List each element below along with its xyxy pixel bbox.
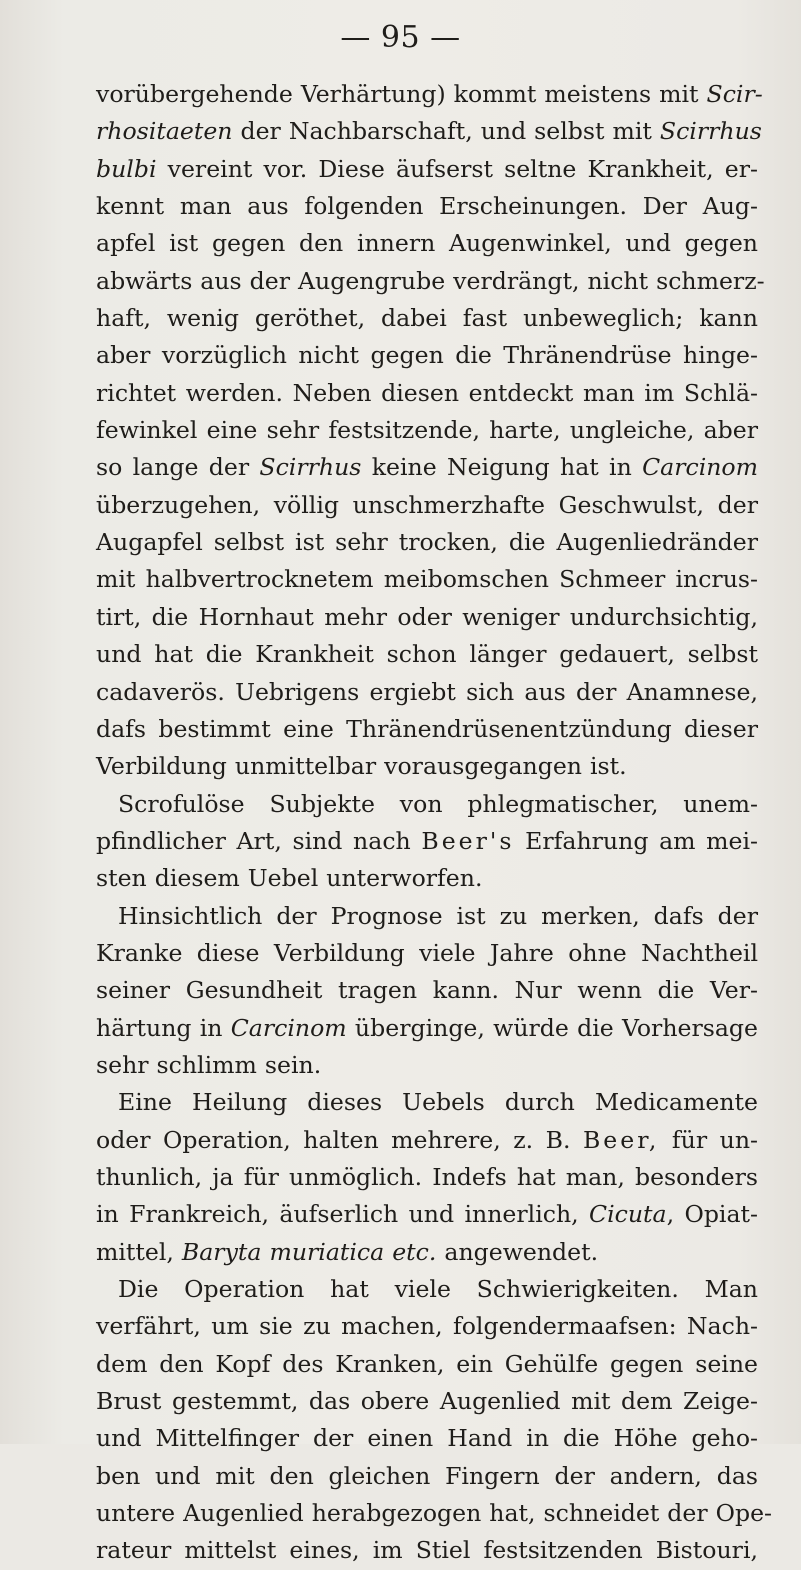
line-text: dafs bestimmt eine Thränendrüsenentzündung dieser: [96, 714, 758, 743]
line-text: angewendet.: [436, 1237, 599, 1266]
italic-term: rhositaeten: [96, 117, 233, 146]
text-line: [96, 636, 758, 673]
text-line: [96, 1047, 758, 1084]
text-line: [96, 1234, 758, 1271]
text-line: [96, 711, 758, 748]
text-line: [96, 1196, 758, 1233]
text-line: [96, 748, 758, 785]
italic-term: Scirrhus: [259, 453, 362, 482]
text-line: [96, 935, 758, 972]
italic-term: Scir-: [706, 80, 763, 108]
line-text: und hat die Krankheit schon länger gedauert, selbst: [96, 640, 758, 669]
text-line: [96, 1458, 758, 1495]
text-line: [96, 1420, 758, 1457]
text-line: [96, 1383, 758, 1420]
line-text: sten diesem Uebel unterworfen.: [96, 864, 483, 893]
spaced-name: Beer's: [421, 826, 515, 855]
line-text: dem den Kopf des Kranken, ein Gehülfe gegen seine: [96, 1349, 758, 1378]
line-text: vorübergehende Verhärtung) kommt meistens mit: [96, 80, 707, 108]
text-line: [96, 337, 758, 374]
line-text: für un-: [659, 1125, 758, 1154]
body-text: [96, 76, 773, 1570]
text-line: [96, 1532, 758, 1569]
italic-term: Baryta muriatica etc.: [181, 1237, 437, 1266]
line-text: keine Neigung hat in: [361, 453, 643, 482]
line-text: apfel ist gegen den innern Augenwinkel, und gegen: [96, 229, 758, 258]
text-line: [96, 786, 758, 823]
text-line: [96, 300, 758, 337]
line-text: härtung in: [96, 1013, 231, 1042]
line-text: , Opiat-: [666, 1200, 758, 1229]
line-text: mit halbvertrocknetem meibomschen Schmeer incrus-: [96, 565, 758, 594]
line-text: seiner Gesundheit tragen kann. Nur wenn die Ver-: [96, 976, 758, 1005]
text-line: [96, 561, 758, 598]
spaced-name: Beer,: [582, 1125, 660, 1154]
line-text: vereint vor. Diese äufserst seltne Krankheit, er-: [156, 154, 758, 183]
text-line: [96, 263, 765, 300]
line-text: oder Operation, halten mehrere, z. B.: [96, 1125, 583, 1154]
line-text: Augapfel selbst ist sehr trocken, die Augenliedränder: [96, 528, 758, 557]
text-line: [96, 449, 758, 486]
line-text: tirt, die Hornhaut mehr oder weniger undurchsichtig,: [96, 602, 758, 631]
text-line: [96, 188, 758, 225]
text-line: [96, 1308, 758, 1345]
text-line: [96, 1346, 758, 1383]
page-number: — 95 —: [340, 20, 461, 55]
line-text: thunlich, ja für unmöglich. Indefs hat man, besonders: [96, 1162, 758, 1191]
italic-term: bulbi: [96, 154, 157, 183]
line-text: überzugehen, völlig unschmerzhafte Geschwulst, der: [96, 490, 758, 519]
text-line: [96, 1495, 773, 1532]
italic-term: Scirrhus: [659, 117, 762, 146]
text-line: [96, 823, 758, 860]
line-text: richtet werden. Neben diesen entdeckt man im Schlä-: [96, 378, 758, 407]
line-text: der Nachbarschaft, und selbst mit: [232, 117, 660, 146]
line-text: Verbildung unmittelbar vorausgegangen ist.: [96, 752, 627, 781]
line-text: überginge, würde die Vorhersage: [346, 1013, 758, 1042]
line-text: haft, wenig geröthet, dabei fast unbeweglich; kann: [96, 304, 758, 333]
text-line: [96, 1084, 758, 1121]
text-line: [96, 674, 758, 711]
text-line: [96, 1010, 758, 1047]
line-text: pfindlicher Art, sind nach: [96, 826, 422, 855]
line-text: so lange der: [96, 453, 260, 482]
line-text: untere Augenlied herabgezogen hat, schneidet der Ope-: [96, 1499, 773, 1528]
italic-term: Cicuta: [589, 1200, 667, 1229]
italic-term: Carcinom: [230, 1013, 347, 1042]
text-line: [96, 375, 758, 412]
text-line: [96, 76, 763, 113]
line-text: fewinkel eine sehr festsitzende, harte, ungleiche, aber: [96, 416, 758, 445]
text-line: [96, 1122, 758, 1159]
line-text: und Mittelfinger der einen Hand in die Höhe geho-: [96, 1424, 758, 1453]
text-line: [96, 225, 758, 262]
text-line: [96, 412, 758, 449]
line-text: Eine Heilung dieses Uebels durch Medicamente: [118, 1088, 758, 1117]
text-line: [96, 524, 758, 561]
line-text: abwärts aus der Augengrube verdrängt, nicht schmerz-: [96, 266, 765, 295]
line-text: ben und mit den gleichen Fingern der andern, das: [96, 1461, 758, 1490]
line-text: Hinsichtlich der Prognose ist zu merken, dafs der: [118, 901, 758, 930]
text-line: [96, 1271, 758, 1308]
line-text: Erfahrung am mei-: [514, 826, 758, 855]
text-line: [96, 113, 762, 150]
line-text: mittel,: [96, 1237, 182, 1266]
text-line: [96, 860, 758, 897]
text-line: [96, 1159, 758, 1196]
italic-term: Carcinom: [642, 453, 759, 482]
line-text: Brust gestemmt, das obere Augenlied mit dem Zeige-: [96, 1387, 758, 1416]
line-text: cadaverös. Uebrigens ergiebt sich aus der Anamnese,: [96, 677, 758, 706]
line-text: Scrofulöse Subjekte von phlegmatischer, unem-: [118, 789, 758, 818]
line-text: kennt man aus folgenden Erscheinungen. Der Aug-: [96, 192, 758, 221]
line-text: rateur mittelst eines, im Stiel festsitzenden Bistouri,: [96, 1536, 758, 1565]
line-text: in Frankreich, äufserlich und innerlich,: [96, 1200, 590, 1229]
text-line: [96, 151, 758, 188]
text-line: [96, 487, 758, 524]
text-line: [96, 599, 758, 636]
line-text: sehr schlimm sein.: [96, 1050, 322, 1079]
text-line: [96, 972, 758, 1009]
line-text: verfährt, um sie zu machen, folgendermaafsen: Nach-: [96, 1312, 758, 1341]
line-text: Kranke diese Verbildung viele Jahre ohne Nachtheil: [96, 938, 758, 967]
text-line: [96, 898, 758, 935]
line-text: aber vorzüglich nicht gegen die Thränendrüse hinge-: [96, 341, 758, 370]
line-text: Die Operation hat viele Schwierigkeiten. Man: [118, 1275, 758, 1303]
